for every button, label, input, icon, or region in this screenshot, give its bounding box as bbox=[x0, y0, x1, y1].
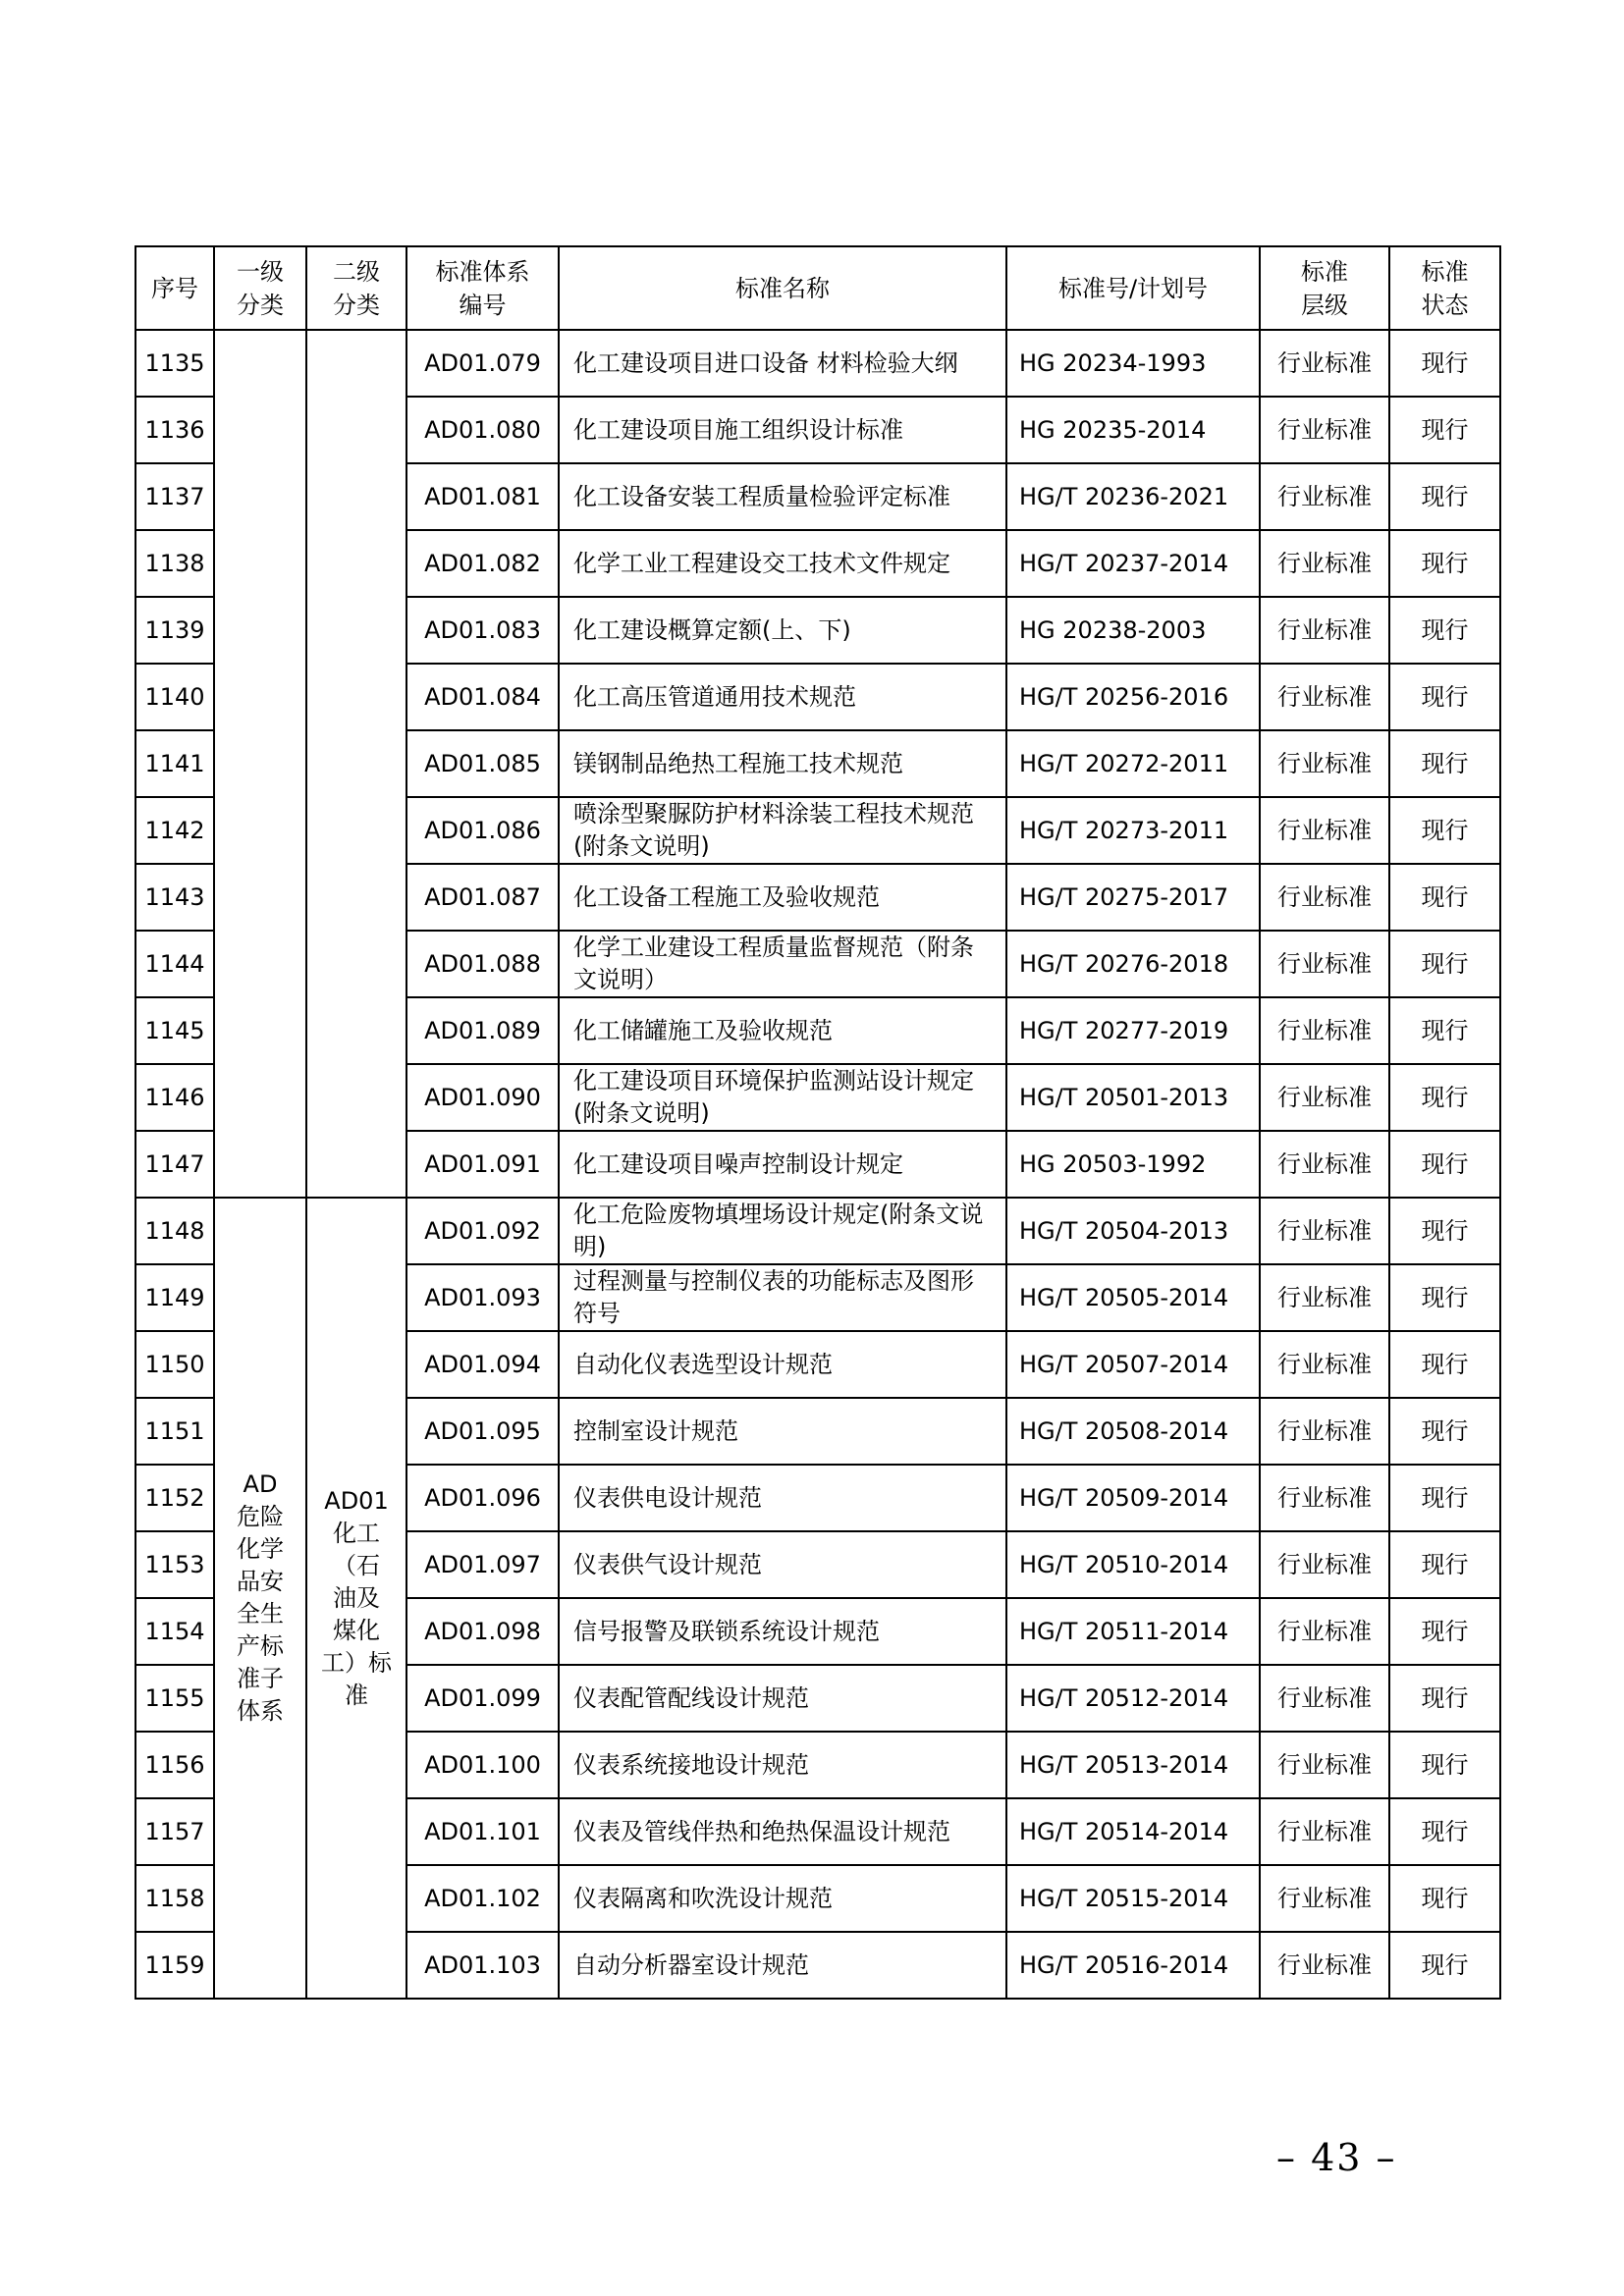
standard-status: 现行 bbox=[1389, 1331, 1500, 1398]
category-2-blank bbox=[306, 330, 406, 1198]
system-code: AD01.099 bbox=[406, 1665, 559, 1732]
standard-name: 化工危险废物填埋场设计规定(附条文说明) bbox=[559, 1198, 1006, 1264]
standard-status: 现行 bbox=[1389, 664, 1500, 730]
standard-number: HG/T 20272-2011 bbox=[1006, 730, 1260, 797]
serial-number: 1142 bbox=[135, 797, 214, 864]
header-status: 标准 状态 bbox=[1389, 246, 1500, 330]
standard-name: 化工建设项目进口设备 材料检验大纲 bbox=[559, 330, 1006, 397]
serial-number: 1150 bbox=[135, 1331, 214, 1398]
standard-number: HG 20503-1992 bbox=[1006, 1131, 1260, 1198]
serial-number: 1149 bbox=[135, 1264, 214, 1331]
standard-status: 现行 bbox=[1389, 1064, 1500, 1131]
standard-level: 行业标准 bbox=[1260, 1465, 1389, 1531]
serial-number: 1147 bbox=[135, 1131, 214, 1198]
standard-name: 仪表系统接地设计规范 bbox=[559, 1732, 1006, 1798]
system-code: AD01.088 bbox=[406, 931, 559, 997]
standard-name: 仪表供气设计规范 bbox=[559, 1531, 1006, 1598]
standard-name: 仪表隔离和吹洗设计规范 bbox=[559, 1865, 1006, 1932]
standard-status: 现行 bbox=[1389, 931, 1500, 997]
standard-status: 现行 bbox=[1389, 1264, 1500, 1331]
system-code: AD01.101 bbox=[406, 1798, 559, 1865]
table-header-row bbox=[135, 246, 1500, 330]
standard-level: 行业标准 bbox=[1260, 1798, 1389, 1865]
standard-name: 喷涂型聚脲防护材料涂装工程技术规范(附条文说明) bbox=[559, 797, 1006, 864]
serial-number: 1157 bbox=[135, 1798, 214, 1865]
header-category-2: 二级 分类 bbox=[306, 246, 406, 330]
standard-name: 自动分析器室设计规范 bbox=[559, 1932, 1006, 1999]
category-2-cell: AD01 化工 （石 油及 煤化 工）标 准 bbox=[306, 1198, 406, 1999]
header-standard-name: 标准名称 bbox=[559, 246, 1006, 330]
standard-number: HG/T 20511-2014 bbox=[1006, 1598, 1260, 1665]
standard-status: 现行 bbox=[1389, 1865, 1500, 1932]
standard-number: HG/T 20277-2019 bbox=[1006, 997, 1260, 1064]
standard-number: HG/T 20505-2014 bbox=[1006, 1264, 1260, 1331]
system-code: AD01.096 bbox=[406, 1465, 559, 1531]
standard-name: 化工高压管道通用技术规范 bbox=[559, 664, 1006, 730]
serial-number: 1158 bbox=[135, 1865, 214, 1932]
serial-number: 1139 bbox=[135, 597, 214, 664]
standard-level: 行业标准 bbox=[1260, 1398, 1389, 1465]
serial-number: 1155 bbox=[135, 1665, 214, 1732]
standard-number: HG/T 20237-2014 bbox=[1006, 530, 1260, 597]
system-code: AD01.081 bbox=[406, 463, 559, 530]
standard-level: 行业标准 bbox=[1260, 1732, 1389, 1798]
standard-name: 信号报警及联锁系统设计规范 bbox=[559, 1598, 1006, 1665]
serial-number: 1136 bbox=[135, 397, 214, 463]
standard-name: 化学工业建设工程质量监督规范（附条文说明） bbox=[559, 931, 1006, 997]
serial-number: 1140 bbox=[135, 664, 214, 730]
serial-number: 1144 bbox=[135, 931, 214, 997]
standard-status: 现行 bbox=[1389, 730, 1500, 797]
serial-number: 1152 bbox=[135, 1465, 214, 1531]
standard-level: 行业标准 bbox=[1260, 664, 1389, 730]
serial-number: 1153 bbox=[135, 1531, 214, 1598]
standard-number: HG/T 20516-2014 bbox=[1006, 1932, 1260, 1999]
standard-name: 化工储罐施工及验收规范 bbox=[559, 997, 1006, 1064]
standard-name: 仪表配管配线设计规范 bbox=[559, 1665, 1006, 1732]
system-code: AD01.095 bbox=[406, 1398, 559, 1465]
standard-number: HG/T 20256-2016 bbox=[1006, 664, 1260, 730]
standard-status: 现行 bbox=[1389, 330, 1500, 397]
standard-status: 现行 bbox=[1389, 1732, 1500, 1798]
system-code: AD01.087 bbox=[406, 864, 559, 931]
serial-number: 1141 bbox=[135, 730, 214, 797]
standard-level: 行业标准 bbox=[1260, 597, 1389, 664]
standard-status: 现行 bbox=[1389, 1932, 1500, 1999]
standard-level: 行业标准 bbox=[1260, 1198, 1389, 1264]
standard-number: HG/T 20507-2014 bbox=[1006, 1331, 1260, 1398]
standard-name: 化工设备工程施工及验收规范 bbox=[559, 864, 1006, 931]
page-number: – 43 – bbox=[1276, 2136, 1397, 2179]
standard-level: 行业标准 bbox=[1260, 864, 1389, 931]
standard-level: 行业标准 bbox=[1260, 1064, 1389, 1131]
standard-name: 化工建设项目施工组织设计标准 bbox=[559, 397, 1006, 463]
standard-level: 行业标准 bbox=[1260, 1665, 1389, 1732]
standard-number: HG 20235-2014 bbox=[1006, 397, 1260, 463]
standard-number: HG/T 20236-2021 bbox=[1006, 463, 1260, 530]
standard-status: 现行 bbox=[1389, 1131, 1500, 1198]
system-code: AD01.080 bbox=[406, 397, 559, 463]
standard-name: 过程测量与控制仪表的功能标志及图形符号 bbox=[559, 1264, 1006, 1331]
table-row bbox=[135, 1198, 1500, 1264]
header-category-1: 一级 分类 bbox=[214, 246, 306, 330]
standard-level: 行业标准 bbox=[1260, 797, 1389, 864]
standard-status: 现行 bbox=[1389, 1598, 1500, 1665]
standard-number: HG/T 20508-2014 bbox=[1006, 1398, 1260, 1465]
standard-status: 现行 bbox=[1389, 1798, 1500, 1865]
standard-status: 现行 bbox=[1389, 397, 1500, 463]
standard-name: 化工设备安装工程质量检验评定标准 bbox=[559, 463, 1006, 530]
system-code: AD01.085 bbox=[406, 730, 559, 797]
standard-number: HG/T 20515-2014 bbox=[1006, 1865, 1260, 1932]
serial-number: 1145 bbox=[135, 997, 214, 1064]
standard-status: 现行 bbox=[1389, 1465, 1500, 1531]
standard-name: 化工建设项目噪声控制设计规定 bbox=[559, 1131, 1006, 1198]
system-code: AD01.084 bbox=[406, 664, 559, 730]
standard-status: 现行 bbox=[1389, 597, 1500, 664]
standard-name: 化工建设项目环境保护监测站设计规定(附条文说明) bbox=[559, 1064, 1006, 1131]
standard-number: HG/T 20509-2014 bbox=[1006, 1465, 1260, 1531]
standard-number: HG/T 20512-2014 bbox=[1006, 1665, 1260, 1732]
serial-number: 1159 bbox=[135, 1932, 214, 1999]
system-code: AD01.098 bbox=[406, 1598, 559, 1665]
standard-level: 行业标准 bbox=[1260, 1865, 1389, 1932]
header-serial: 序号 bbox=[135, 246, 214, 330]
system-code: AD01.091 bbox=[406, 1131, 559, 1198]
standard-name: 化学工业工程建设交工技术文件规定 bbox=[559, 530, 1006, 597]
table-row bbox=[135, 330, 1500, 397]
standard-level: 行业标准 bbox=[1260, 931, 1389, 997]
header-system-code: 标准体系 编号 bbox=[406, 246, 559, 330]
standard-number: HG/T 20504-2013 bbox=[1006, 1198, 1260, 1264]
serial-number: 1143 bbox=[135, 864, 214, 931]
serial-number: 1151 bbox=[135, 1398, 214, 1465]
standard-number: HG/T 20513-2014 bbox=[1006, 1732, 1260, 1798]
standard-name: 化工建设概算定额(上、下) bbox=[559, 597, 1006, 664]
system-code: AD01.079 bbox=[406, 330, 559, 397]
standard-level: 行业标准 bbox=[1260, 997, 1389, 1064]
serial-number: 1135 bbox=[135, 330, 214, 397]
serial-number: 1138 bbox=[135, 530, 214, 597]
system-code: AD01.102 bbox=[406, 1865, 559, 1932]
standard-name: 仪表及管线伴热和绝热保温设计规范 bbox=[559, 1798, 1006, 1865]
standard-name: 仪表供电设计规范 bbox=[559, 1465, 1006, 1531]
standard-level: 行业标准 bbox=[1260, 1331, 1389, 1398]
standard-number: HG/T 20276-2018 bbox=[1006, 931, 1260, 997]
system-code: AD01.103 bbox=[406, 1932, 559, 1999]
standard-level: 行业标准 bbox=[1260, 1531, 1389, 1598]
serial-number: 1137 bbox=[135, 463, 214, 530]
system-code: AD01.089 bbox=[406, 997, 559, 1064]
standards-table bbox=[135, 245, 1501, 2000]
standard-status: 现行 bbox=[1389, 1198, 1500, 1264]
system-code: AD01.094 bbox=[406, 1331, 559, 1398]
standard-level: 行业标准 bbox=[1260, 730, 1389, 797]
system-code: AD01.092 bbox=[406, 1198, 559, 1264]
system-code: AD01.083 bbox=[406, 597, 559, 664]
system-code: AD01.090 bbox=[406, 1064, 559, 1131]
system-code: AD01.093 bbox=[406, 1264, 559, 1331]
system-code: AD01.097 bbox=[406, 1531, 559, 1598]
serial-number: 1154 bbox=[135, 1598, 214, 1665]
standard-level: 行业标准 bbox=[1260, 1932, 1389, 1999]
standard-status: 现行 bbox=[1389, 997, 1500, 1064]
standard-level: 行业标准 bbox=[1260, 397, 1389, 463]
standard-number: HG/T 20273-2011 bbox=[1006, 797, 1260, 864]
serial-number: 1156 bbox=[135, 1732, 214, 1798]
standard-status: 现行 bbox=[1389, 1665, 1500, 1732]
standard-level: 行业标准 bbox=[1260, 463, 1389, 530]
standard-name: 控制室设计规范 bbox=[559, 1398, 1006, 1465]
header-standard-number: 标准号/计划号 bbox=[1006, 246, 1260, 330]
standard-status: 现行 bbox=[1389, 1531, 1500, 1598]
standard-level: 行业标准 bbox=[1260, 530, 1389, 597]
standard-level: 行业标准 bbox=[1260, 1264, 1389, 1331]
standard-status: 现行 bbox=[1389, 463, 1500, 530]
category-1-cell: AD 危险 化学 品安 全生 产标 准子 体系 bbox=[214, 1198, 306, 1999]
standard-name: 镁钢制品绝热工程施工技术规范 bbox=[559, 730, 1006, 797]
standard-status: 现行 bbox=[1389, 530, 1500, 597]
standard-level: 行业标准 bbox=[1260, 1131, 1389, 1198]
standard-number: HG/T 20501-2013 bbox=[1006, 1064, 1260, 1131]
standard-status: 现行 bbox=[1389, 1398, 1500, 1465]
serial-number: 1146 bbox=[135, 1064, 214, 1131]
standard-number: HG 20234-1993 bbox=[1006, 330, 1260, 397]
standard-level: 行业标准 bbox=[1260, 1598, 1389, 1665]
standard-number: HG/T 20514-2014 bbox=[1006, 1798, 1260, 1865]
standard-number: HG/T 20510-2014 bbox=[1006, 1531, 1260, 1598]
standard-name: 自动化仪表选型设计规范 bbox=[559, 1331, 1006, 1398]
system-code: AD01.086 bbox=[406, 797, 559, 864]
serial-number: 1148 bbox=[135, 1198, 214, 1264]
system-code: AD01.100 bbox=[406, 1732, 559, 1798]
standard-status: 现行 bbox=[1389, 797, 1500, 864]
header-level: 标准 层级 bbox=[1260, 246, 1389, 330]
system-code: AD01.082 bbox=[406, 530, 559, 597]
category-1-blank bbox=[214, 330, 306, 1198]
standard-number: HG/T 20275-2017 bbox=[1006, 864, 1260, 931]
standard-level: 行业标准 bbox=[1260, 330, 1389, 397]
standard-status: 现行 bbox=[1389, 864, 1500, 931]
standard-number: HG 20238-2003 bbox=[1006, 597, 1260, 664]
